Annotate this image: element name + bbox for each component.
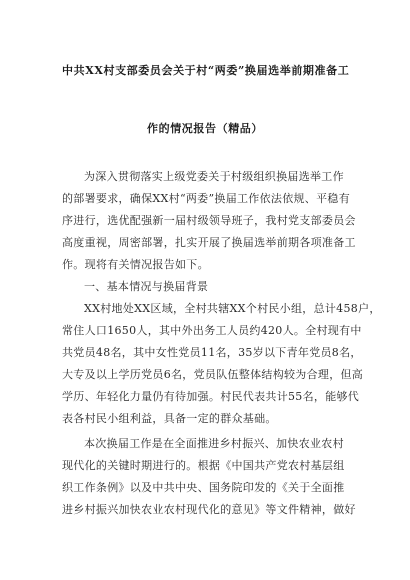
text-line: 共党员48名，其中女性党员11名，35岁以下青年党员8名， [62, 346, 362, 359]
paragraph-basic-info [62, 298, 381, 430]
text-line: 为深入贯彻落实上级党委关于村级组织换届选举工作 [84, 170, 344, 183]
text-line: 织工作条例》以及中共中央、国务院印发的《关于全面推 [62, 481, 345, 494]
text-line: 本次换届工作是在全面推进乡村振兴、加快农业农村 [84, 437, 344, 450]
document-title-line-2: 作的情况报告（精品） [147, 122, 263, 135]
document-title-line-1: 中共XX村支部委员会关于村“两委”换届选举前期准备工 [62, 64, 350, 77]
text-line: 的部署要求，确保XX村“两委”换届工作依法依规、平稳有 [62, 192, 351, 205]
text-line: 常住人口1650人，其中外出务工人员约420人。全村现有中 [62, 324, 362, 337]
text-line: 一、基本情况与换届背景 [84, 280, 209, 293]
text-line: XX村地处XX区域，全村共辖XX个村民小组，总计458户， [84, 302, 381, 315]
text-line: 学历、年轻化力量仍有待加强。村民代表共计55名，能够代 [62, 390, 360, 403]
text-line: 现代化的关键时期进行的。根据《中国共产党农村基层组 [62, 459, 345, 472]
text-line: 大专及以上学历党员6名，党员队伍整体结构较为合理，但高 [62, 368, 364, 381]
paragraph-background [62, 433, 356, 521]
document-body [62, 166, 381, 521]
paragraph-intro [62, 166, 356, 276]
text-line: 序进行，选优配强新一届村级领导班子，我村党支部委员会 [62, 214, 356, 227]
section-heading [62, 276, 348, 298]
text-line: 作。现将有关情况报告如下。 [62, 258, 209, 271]
text-line: 进乡村振兴加快农业农村现代化的意见》等文件精神，做好 [62, 503, 356, 516]
text-line: 高度重视，周密部署，扎实开展了换届选举前期各项准备工 [62, 236, 356, 249]
text-line: 表各村民小组利益，具备一定的群众基础。 [62, 412, 277, 425]
